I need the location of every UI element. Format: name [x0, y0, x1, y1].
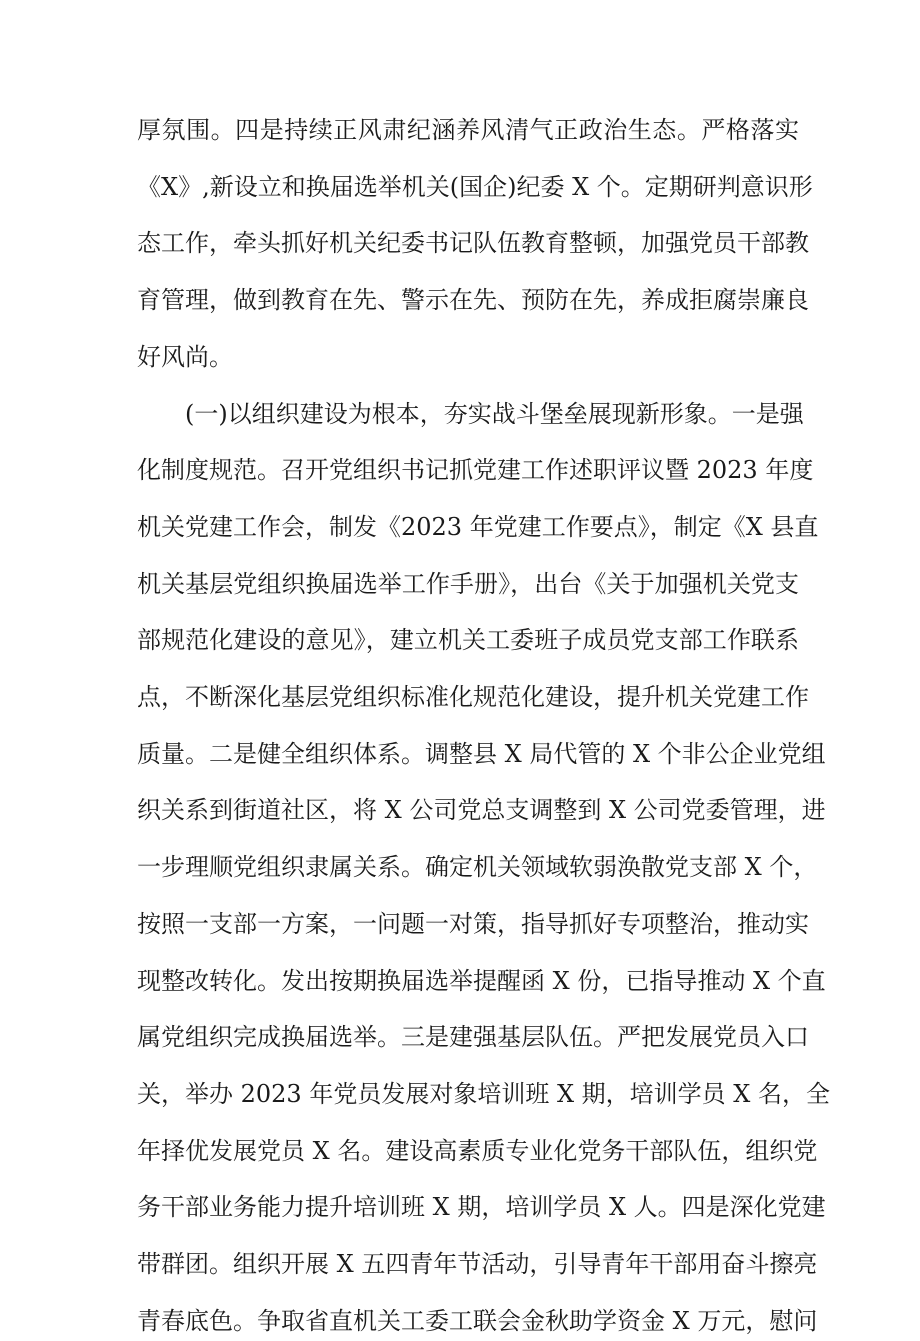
- text-line: 质量。二是健全组织体系。调整县 X 局代管的 X 个非公企业党组: [137, 740, 826, 768]
- text-line: 机关基层党组织换届选举工作手册》，出台《关于加强机关党支: [137, 570, 799, 598]
- text-line: 青春底色。争取省直机关工委工联会金秋助学资金 X 万元，慰问: [137, 1307, 818, 1335]
- text-line: 年择优发展党员 X 名。建设高素质专业化党务干部队伍，组织党: [137, 1137, 818, 1165]
- text-line: 厚氛围。四是持续正风肃纪涵养风清气正政治生态。严格落实: [137, 116, 799, 144]
- text-line: 态工作，牵头抓好机关纪委书记队伍教育整顿，加强党员干部教: [137, 229, 809, 257]
- text-line: 点，不断深化基层党组织标准化规范化建设，提升机关党建工作: [137, 683, 809, 711]
- text-line: 好风尚。: [137, 343, 233, 371]
- text-line: 育管理，做到教育在先、警示在先、预防在先，养成拒腐崇廉良: [137, 286, 809, 314]
- text-line: 化制度规范。召开党组织书记抓党建工作述职评议暨 2023 年度: [137, 456, 814, 484]
- text-line: 织关系到街道社区，将 X 公司党总支调整到 X 公司党委管理，进: [137, 796, 826, 824]
- text-line: 关，举办 2023 年党员发展对象培训班 X 期，培训学员 X 名，全: [137, 1080, 831, 1108]
- text-line: 机关党建工作会，制发《2023 年党建工作要点》，制定《X 县直: [137, 513, 819, 541]
- text-line: 属党组织完成换届选举。三是建强基层队伍。严把发展党员入口: [137, 1023, 809, 1051]
- text-line: 部规范化建设的意见》，建立机关工委班子成员党支部工作联系: [137, 626, 799, 654]
- text-line: 按照一支部一方案，一问题一对策，指导抓好专项整治，推动实: [137, 910, 809, 938]
- text-line: 《X》,新设立和换届选举机关(国企)纪委 X 个。定期研判意识形: [137, 173, 813, 201]
- section-heading-line: (一)以组织建设为根本，夯实战斗堡垒展现新形象。一是强: [185, 400, 804, 428]
- text-line: 带群团。组织开展 X 五四青年节活动，引导青年干部用奋斗擦亮: [137, 1250, 818, 1278]
- text-line: 务干部业务能力提升培训班 X 期，培训学员 X 人。四是深化党建: [137, 1193, 826, 1221]
- text-line: 一步理顺党组织隶属关系。确定机关领域软弱涣散党支部 X 个，: [137, 853, 818, 881]
- text-line: 现整改转化。发出按期换届选举提醒函 X 份，已指导推动 X 个直: [137, 967, 826, 995]
